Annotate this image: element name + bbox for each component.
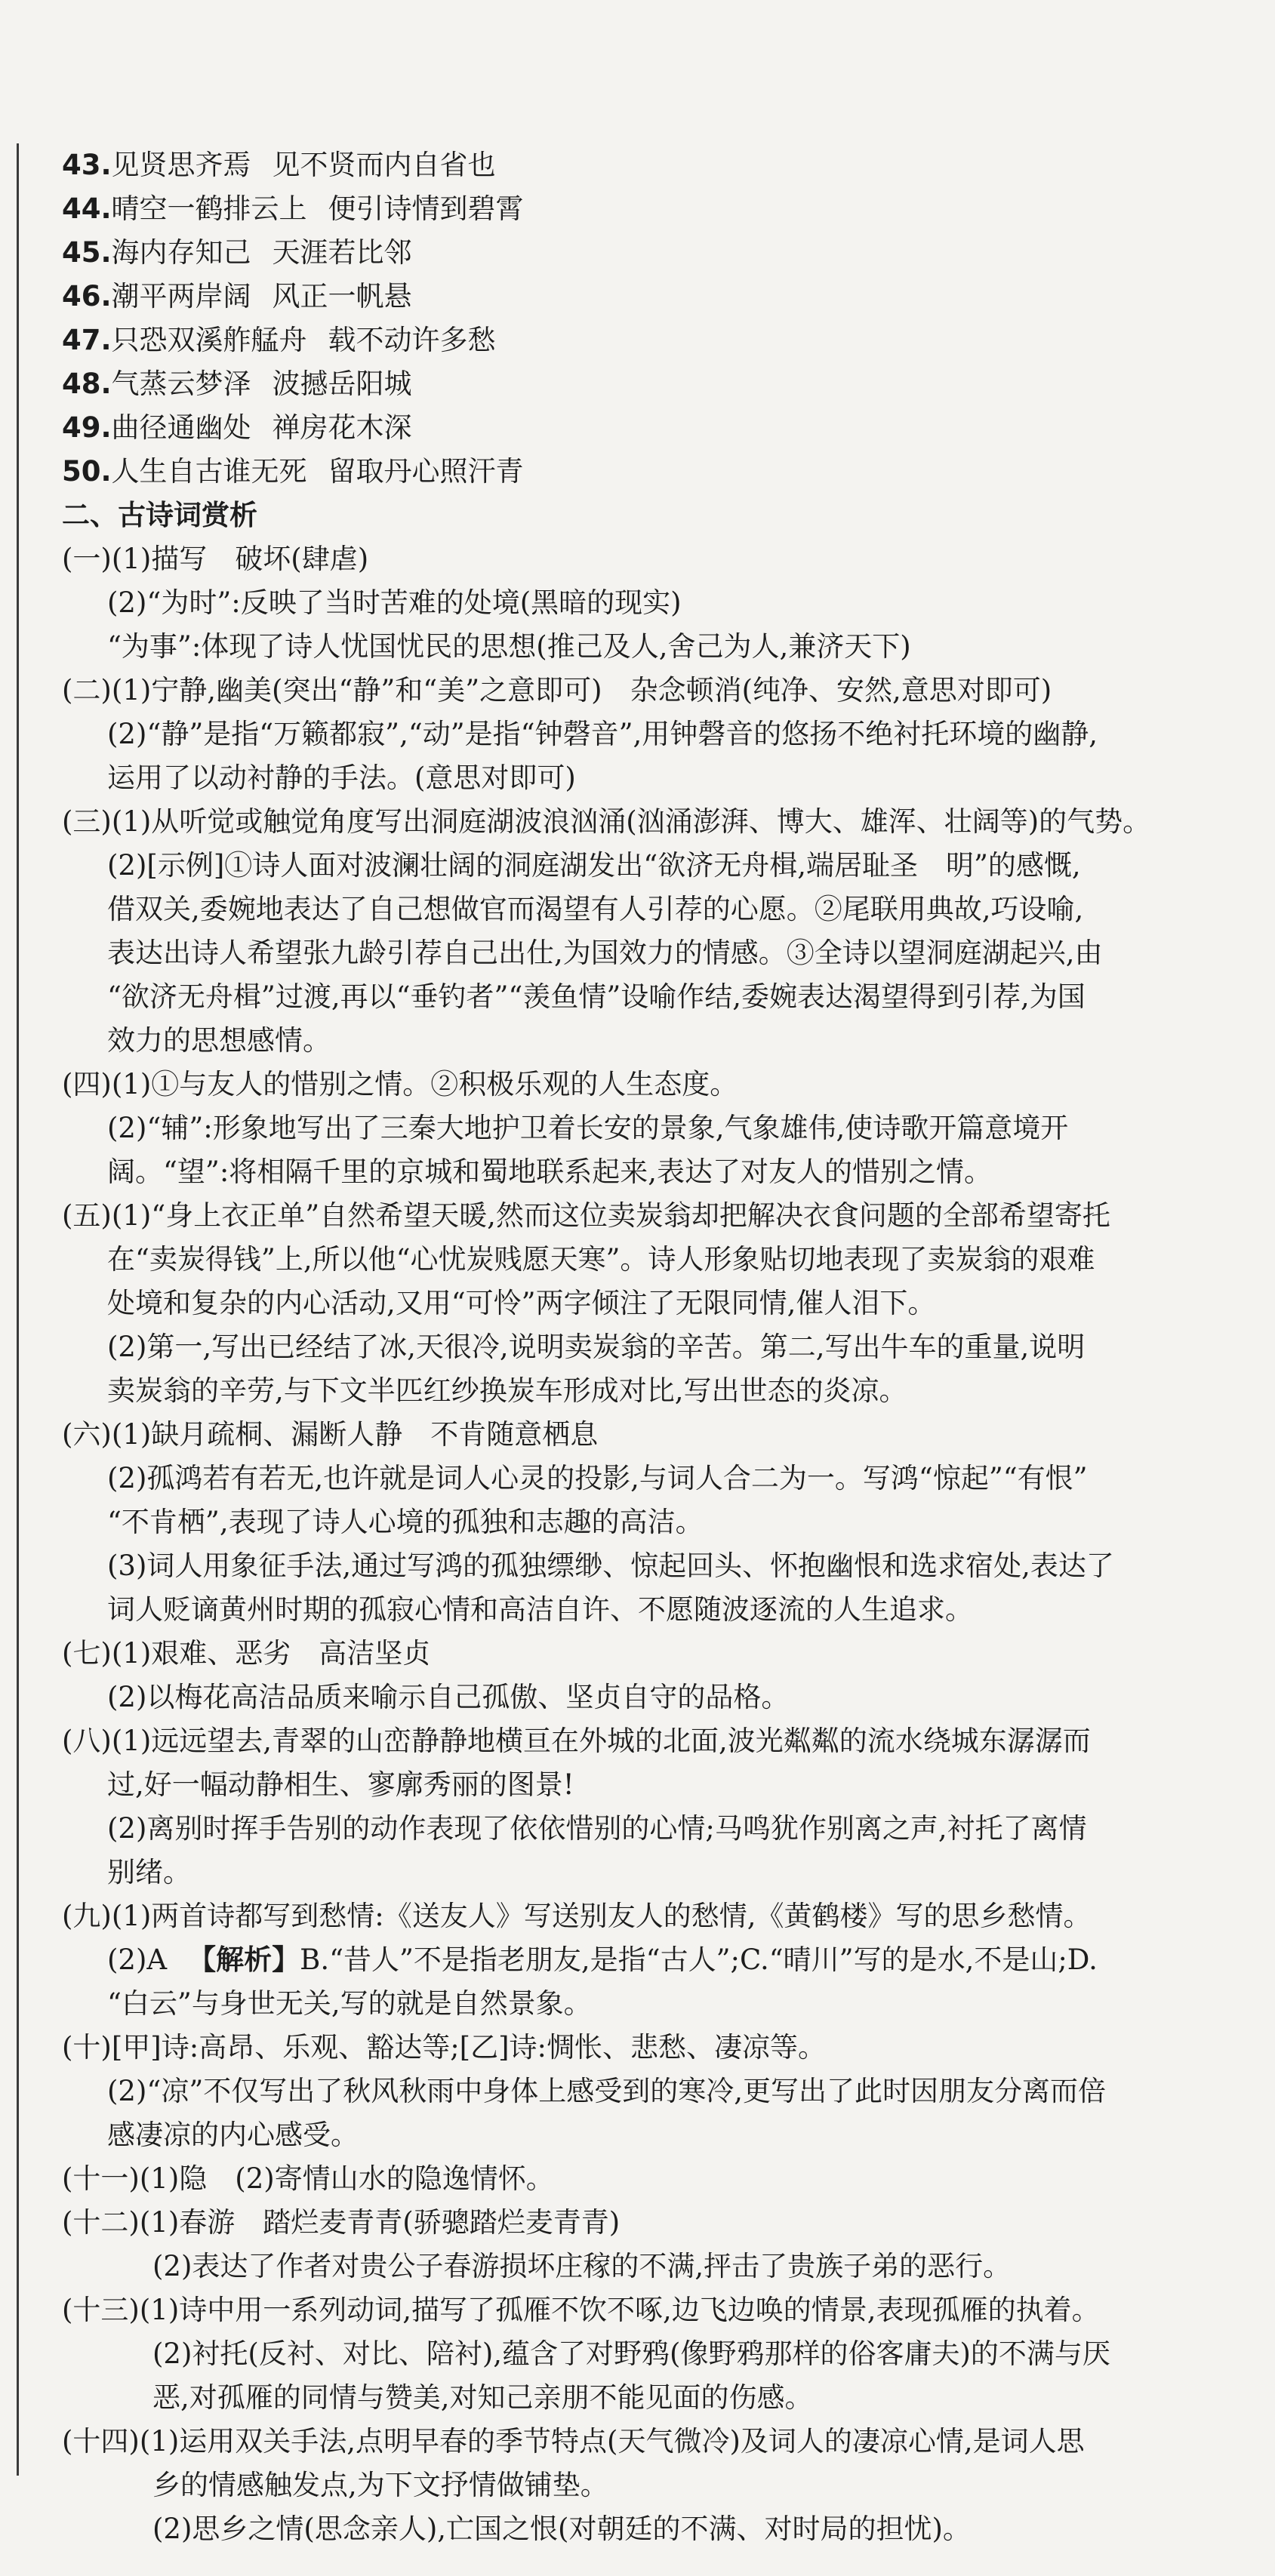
text-line: (十三)(1)诗中用一系列动词,描写了孤雁不饮不啄,边飞边唤的情景,表现孤雁的执着。	[62, 2294, 1100, 2326]
text-line: 在“卖炭得钱”上,所以他“心忧炭贱愿天寒”。诗人形象贴切地表现了卖炭翁的艰难	[107, 1243, 1095, 1276]
text-line: (十二)(1)春游 踏烂麦青青(骄骢踏烂麦青青)	[62, 2206, 621, 2239]
answer-50: 50.人生自古谁无死 留取丹心照汗青	[62, 455, 524, 488]
text-line: (2)离别时挥手告别的动作表现了依依惜别的心情;马鸣犹作别离之声,衬托了离情	[107, 1812, 1087, 1845]
answer-content	[62, 143, 1240, 2551]
text-line: 阔。“望”:将相隔千里的京城和蜀地联系起来,表达了对友人的惜别之情。	[107, 1156, 993, 1188]
section-title: 二、古诗词赏析	[62, 499, 257, 531]
text-line: (2)以梅花高洁品质来喻示自己孤傲、坚贞自守的品格。	[107, 1681, 790, 1713]
text-line-with-analysis: (2)A 【解析】B.“昔人”不是指老朋友,是指“古人”;C.“晴川”写的是水,不是山;D.	[107, 1944, 1098, 1976]
text-line: (3)词人用象征手法,通过写鸿的孤独缥缈、惊起回头、怀抱幽恨和选求宿处,表达了	[107, 1550, 1114, 1582]
text-line: 运用了以动衬静的手法。(意思对即可)	[107, 762, 576, 794]
text-line: 感凄凉的内心感受。	[107, 2119, 359, 2151]
text-line: (八)(1)远远望去,青翠的山峦静静地横亘在外城的北面,波光粼粼的流水绕城东潺潺而	[62, 1725, 1091, 1757]
text-line: (2)孤鸿若有若无,也许就是词人心灵的投影,与词人合二为一。写鸿“惊起”“有恨”	[107, 1462, 1088, 1494]
text-line: (2)[示例]①诗人面对波澜壮阔的洞庭湖发出“欲济无舟楫,端居耻圣 明”的感慨,	[107, 849, 1081, 882]
text-line: (2)思乡之情(思念亲人),亡国之恨(对朝廷的不满、对时局的担忧)。	[152, 2513, 971, 2545]
text-line: (六)(1)缺月疏桐、漏断人静 不肯随意栖息	[62, 1418, 599, 1451]
margin-rule	[17, 143, 19, 2476]
answer-45: 45.海内存知己 天涯若比邻	[62, 236, 412, 269]
text-line: (二)(1)宁静,幽美(突出“静”和“美”之意即可) 杂念顿消(纯净、安然,意思对即可)	[62, 674, 1052, 706]
answer-47: 47.只恐双溪舴艋舟 载不动许多愁	[62, 324, 496, 356]
answer-46: 46.潮平两岸阔 风正一帆悬	[62, 280, 412, 312]
text-line: 效力的思想感情。	[107, 1024, 331, 1057]
text-line: (九)(1)两首诗都写到愁情:《送友人》写送别友人的愁情,《黄鹤楼》写的思乡愁情。	[62, 1900, 1092, 1932]
text-line: 处境和复杂的内心活动,又用“可怜”两字倾注了无限同情,催人泪下。	[107, 1287, 936, 1319]
text-line: “为事”:体现了诗人忧国忧民的思想(推己及人,舍己为人,兼济天下)	[107, 630, 911, 663]
answer-48: 48.气蒸云梦泽 波撼岳阳城	[62, 368, 412, 400]
text-line: (2)表达了作者对贵公子春游损坏庄稼的不满,抨击了贵族子弟的恶行。	[152, 2250, 1012, 2282]
text-line: (2)衬托(反衬、对比、陪衬),蕴含了对野鸦(像野鸦那样的俗客庸夫)的不满与厌	[152, 2337, 1110, 2370]
text-line: “不肯栖”,表现了诗人心境的孤独和志趣的高洁。	[107, 1506, 704, 1538]
text-line: 借双关,委婉地表达了自己想做官而渴望有人引荐的心愿。②尾联用典故,巧设喻,	[107, 893, 1084, 925]
text-line: 词人贬谪黄州时期的孤寂心情和高洁自许、不愿随波逐流的人生追求。	[107, 1593, 973, 1626]
text-line: 别绪。	[107, 1856, 191, 1888]
text-line: (七)(1)艰难、恶劣 高洁坚贞	[62, 1637, 431, 1670]
text-line: (2)“凉”不仅写出了秋风秋雨中身体上感受到的寒冷,更写出了此时因朋友分离而倍	[107, 2075, 1107, 2107]
text-line: (2)“辅”:形象地写出了三秦大地护卫着长安的景象,气象雄伟,使诗歌开篇意境开	[107, 1112, 1069, 1144]
text-line: 恶,对孤雁的同情与赞美,对知己亲朋不能见面的伤感。	[152, 2381, 813, 2414]
text-line: 乡的情感触发点,为下文抒情做铺垫。	[152, 2469, 608, 2501]
text-line: (四)(1)①与友人的惜别之情。②积极乐观的人生态度。	[62, 1068, 738, 1100]
text-line: “白云”与身世无关,写的就是自然景象。	[107, 1987, 592, 2020]
text-line: (十)[甲]诗:高昂、乐观、豁达等;[乙]诗:惆怅、悲愁、凄凉等。	[62, 2031, 827, 2064]
answer-43: 43.见贤思齐焉 见不贤而内自省也	[62, 149, 496, 181]
text-line: “欲济无舟楫”过渡,再以“垂钓者”“羡鱼情”设喻作结,委婉表达渴望得到引荐,为国	[107, 980, 1086, 1013]
text-line: 过,好一幅动静相生、寥廓秀丽的图景!	[107, 1768, 574, 1801]
answer-44: 44.晴空一鹤排云上 便引诗情到碧霄	[62, 192, 524, 225]
text-line: (一)(1)描写 破坏(肆虐)	[62, 543, 369, 575]
text-line: (三)(1)从听觉或触觉角度写出洞庭湖波浪汹涌(汹涌澎湃、博大、雄浑、壮阔等)的气势。	[62, 805, 1151, 838]
text-line: (2)“静”是指“万籁都寂”,“动”是指“钟磬音”,用钟磬音的悠扬不绝衬托环境的幽静,	[107, 718, 1098, 750]
analysis-label: 【解析】	[188, 1944, 300, 1976]
answer-49: 49.曲径通幽处 禅房花木深	[62, 411, 412, 444]
text-line: (十四)(1)运用双关手法,点明早春的季节特点(天气微冷)及词人的凄凉心情,是词人思	[62, 2425, 1085, 2458]
text-line: 卖炭翁的辛劳,与下文半匹红纱换炭车形成对比,写出世态的炎凉。	[107, 1374, 907, 1407]
text-line: (十一)(1)隐 (2)寄情山水的隐逸情怀。	[62, 2162, 554, 2195]
text-line: (2)“为时”:反映了当时苦难的处境(黑暗的现实)	[107, 586, 682, 619]
text-line: 表达出诗人希望张九龄引荐自己出仕,为国效力的情感。③全诗以望洞庭湖起兴,由	[107, 937, 1103, 969]
text-line: (五)(1)“身上衣正单”自然希望天暖,然而这位卖炭翁却把解决衣食问题的全部希望寄托	[62, 1199, 1110, 1232]
text-line: (2)第一,写出已经结了冰,天很冷,说明卖炭翁的辛苦。第二,写出牛车的重量,说明	[107, 1331, 1086, 1363]
